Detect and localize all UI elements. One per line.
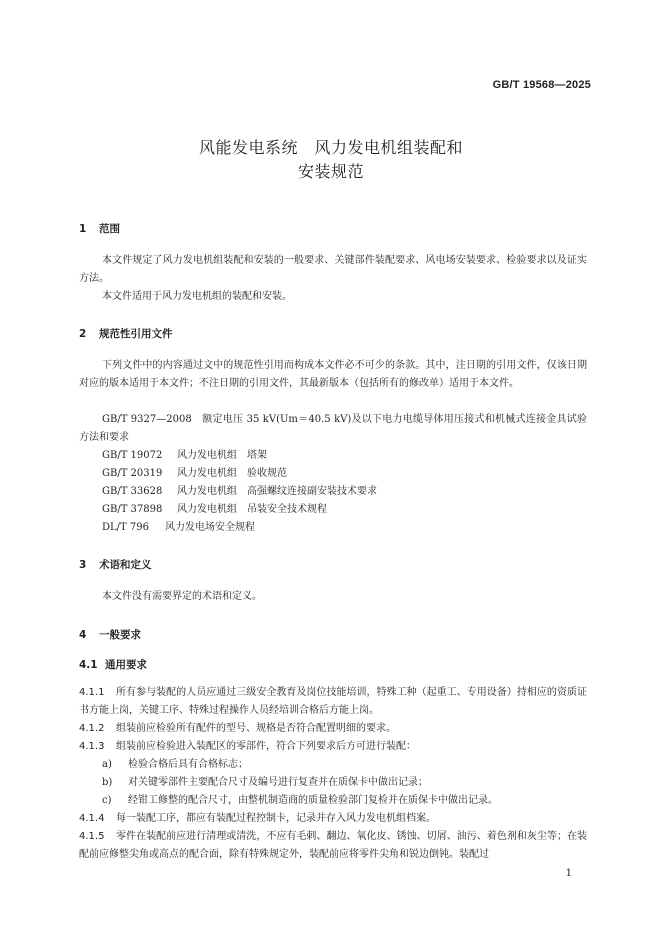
reference-entry	[102, 519, 255, 537]
reference-code: GB/T 20319	[102, 468, 163, 479]
section-number: 1	[79, 223, 87, 235]
clause-4-1-2	[79, 720, 587, 738]
reference-code: GB/T 9327—2008	[102, 414, 192, 425]
reference-title: 额定电压 35 kV(Um＝40.5 kV)及以下电力电缆导体用压接式和机械式连接金具试验方法和要求	[79, 414, 587, 443]
clause-text: 组装前应检验进入装配区的零部件，符合下列要求后方可进行装配：	[116, 741, 416, 752]
reference-title: 风力发电机组 验收规范	[177, 468, 287, 479]
subsection-title: 通用要求	[105, 659, 147, 671]
section-heading-1	[79, 221, 120, 236]
section-number: 2	[79, 328, 87, 340]
subsection-heading-4-1	[79, 657, 147, 672]
section-title: 一般要求	[99, 629, 141, 641]
reference-code: GB/T 37898	[102, 504, 163, 515]
clause-4-1-3	[79, 738, 587, 756]
reference-title: 风力发电机组 塔架	[177, 450, 267, 461]
clause-text: 每一装配工序，都应有装配过程控制卡，记录并存入风力发电机组档案。	[116, 813, 436, 824]
list-label: b)	[102, 777, 113, 788]
reference-title: 风力发电机组 吊装安全技术规程	[177, 504, 327, 515]
paragraph: 本文件规定了风力发电机组装配和安装的一般要求、关键部件装配要求、风电场安装要求、检验要求以及证实方法。	[79, 255, 587, 284]
clause-4-1-4	[79, 810, 587, 828]
reference-code: GB/T 33628	[102, 486, 163, 497]
list-text: 对关键零部件主要配合尺寸及编号进行复查并在质保卡中做出记录；	[128, 777, 428, 788]
reference-entry	[102, 483, 377, 501]
list-label: a)	[102, 759, 112, 770]
reference-code: GB/T 19072	[102, 450, 163, 461]
list-item	[102, 774, 428, 792]
section-number: 4	[79, 629, 87, 641]
reference-entry	[79, 411, 587, 447]
reference-title: 风力发电机组 高强螺纹连接副安装技术要求	[177, 486, 377, 497]
reference-entry	[102, 465, 287, 483]
paragraph: 下列文件中的内容通过文中的规范性引用而构成本文件必不可少的条款。其中，注日期的引用文件，仅该日期对应的版本适用于本文件；不注日期的引用文件，其最新版本（包括所有的修改单）适用于本文件。	[79, 360, 587, 389]
title-line-1: 风能发电系统 风力发电机组装配和	[198, 138, 463, 157]
page-number: 1	[565, 868, 572, 879]
reference-entry	[102, 501, 327, 519]
clause-number: 4.1.5	[79, 831, 105, 842]
subsection-number: 4.1	[79, 659, 98, 671]
clause-number: 4.1.2	[79, 723, 105, 734]
title-line-2: 安装规范	[297, 162, 364, 181]
clause-text: 所有参与装配的人员应通过三级安全教育及岗位技能培训，特殊工种（起重工、专用设备）持相应的资质证书方能上岗，关键工序、特殊过程操作人员经培训合格后方能上岗。	[79, 687, 587, 716]
list-text: 检验合格后具有合格标志；	[128, 759, 248, 770]
clause-text: 组装前应检验所有配件的型号、规格是否符合配置明细的要求。	[116, 723, 396, 734]
section-title: 范围	[99, 223, 120, 235]
section-title: 规范性引用文件	[99, 328, 173, 340]
standard-number: GB/T 19568—2025	[492, 79, 591, 91]
list-label: c)	[102, 795, 112, 806]
section-heading-4	[79, 627, 141, 642]
reference-entry	[102, 447, 267, 465]
clause-number: 4.1.3	[79, 741, 105, 752]
reference-code: DL/T 796	[102, 522, 149, 533]
reference-title: 风力发电场安全规程	[165, 522, 255, 533]
list-item	[102, 792, 498, 810]
clause-4-1-1	[79, 684, 587, 720]
section-number: 3	[79, 559, 87, 571]
document-title	[0, 136, 662, 184]
section-heading-3	[79, 557, 152, 572]
section-heading-2	[79, 326, 173, 341]
list-item	[102, 756, 248, 774]
clause-4-1-5	[79, 828, 587, 864]
clause-number: 4.1.4	[79, 813, 105, 824]
paragraph: 本文件没有需要界定的术语和定义。	[102, 591, 262, 602]
clause-text: 零件在装配前应进行清理或清洗，不应有毛刺、翻边、氧化皮、锈蚀、切屑、油污、着色剂和灰尘等；在装配前应修整尖角或高点的配合面，除有特殊规定外，装配前应将零件尖角和锐边倒钝。装配过	[79, 831, 587, 860]
clause-number: 4.1.1	[79, 687, 105, 698]
list-text: 经钳工修整的配合尺寸，由整机制造商的质量检验部门复检并在质保卡中做出记录。	[128, 795, 498, 806]
paragraph: 本文件适用于风力发电机组的装配和安装。	[102, 291, 292, 302]
section-title: 术语和定义	[99, 559, 152, 571]
